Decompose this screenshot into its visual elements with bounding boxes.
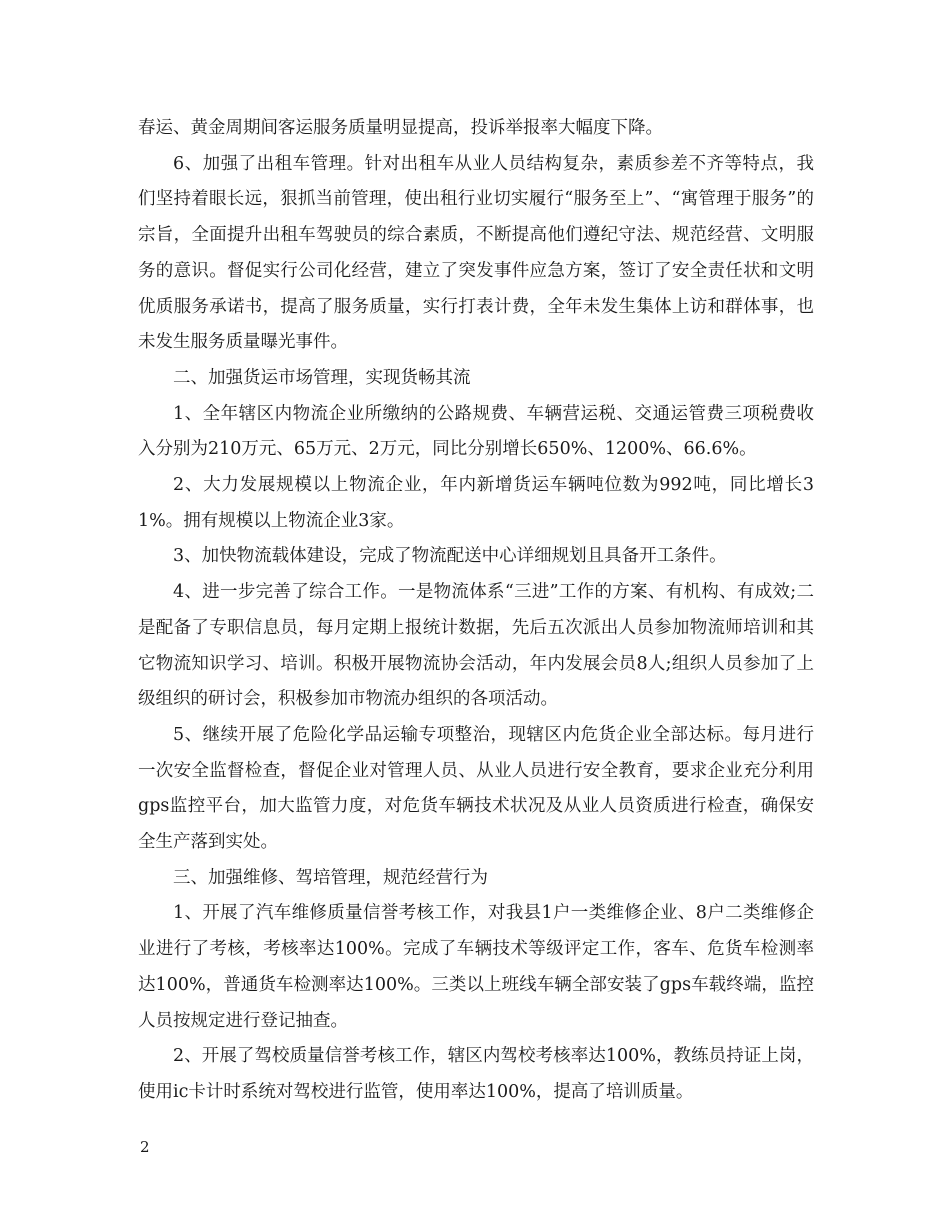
- paragraph-10: 1、开展了汽车维修质量信誉考核工作，对我县1户一类维修企业、8户二类维修企业进行了考核，考核率达100%。完成了车辆技术等级评定工作，客车、危货车检测率达100%，普通货车检测率达100%。三类以上班线车辆全部安装了gps车载终端，监控人员按规定进行登记抽查。: [138, 903, 814, 1031]
- paragraph-11: 2、开展了驾校质量信誉考核工作，辖区内驾校考核率达100%，教练员持证上岗，使用ic卡计时系统对驾校进行监管，使用率达100%，提高了培训质量。: [138, 1046, 814, 1102]
- section-heading-2: 二、加强货运市场管理，实现货畅其流: [173, 367, 471, 388]
- paragraph-2: 6、加强了出租车管理。针对出租车从业人员结构复杂，素质参差不齐等特点，我们坚持着眼长远，狠抓当前管理，使出租行业切实履行“服务至上”、“寓管理于服务”的宗旨，全面提升出租车驾驶员的综合素质，不断提高他们遵纪守法、规范经营、文明服务的意识。督促实行公司化经营，建立了突发事件应急方案，签订了安全责任状和文明优质服务承诺书，提高了服务质量，实行打表计费，全年未发生集体上访和群体事，也未发生服务质量曝光事件。: [138, 153, 814, 353]
- document-body: [138, 111, 814, 1111]
- paragraph-4: 1、全年辖区内物流企业所缴纳的公路规费、车辆营运税、交通运管费三项税费收入分别为210万元、65万元、2万元，同比分别增长650%、1200%、66.6%。: [138, 403, 814, 460]
- section-heading-3: 三、加强维修、驾培管理，规范经营行为: [173, 867, 488, 888]
- paragraph-7: 4、进一步完善了综合工作。一是物流体系“三进”工作的方案、有机构、有成效;二是配备了专职信息员，每月定期上报统计数据，先后五次派出人员参加物流师培训和其它物流知识学习、培训。积极开展物流协会活动，年内发展会员8人;组织人员参加了上级组织的研讨会，积极参加市物流办组织的各项活动。: [138, 582, 814, 710]
- page-number: 2: [140, 1138, 150, 1156]
- paragraph-1: 春运、黄金周期间客运服务质量明显提高，投诉举报率大幅度下降。: [138, 118, 663, 138]
- paragraph-8: 5、继续开展了危险化学品运输专项整治，现辖区内危货企业全部达标。每月进行一次安全监督检查，督促企业对管理人员、从业人员进行安全教育，要求企业充分利用gps监控平台，加大监管力度，对危货车辆技术状况及从业人员资质进行检查，确保安全生产落到实处。: [138, 724, 814, 853]
- paragraph-5: 2、大力发展规模以上物流企业，年内新增货运车辆吨位数为992吨，同比增长31%。拥有规模以上物流企业3家。: [138, 475, 814, 531]
- paragraph-6: 3、加快物流载体建设，完成了物流配送中心详细规划且具备开工条件。: [173, 546, 727, 567]
